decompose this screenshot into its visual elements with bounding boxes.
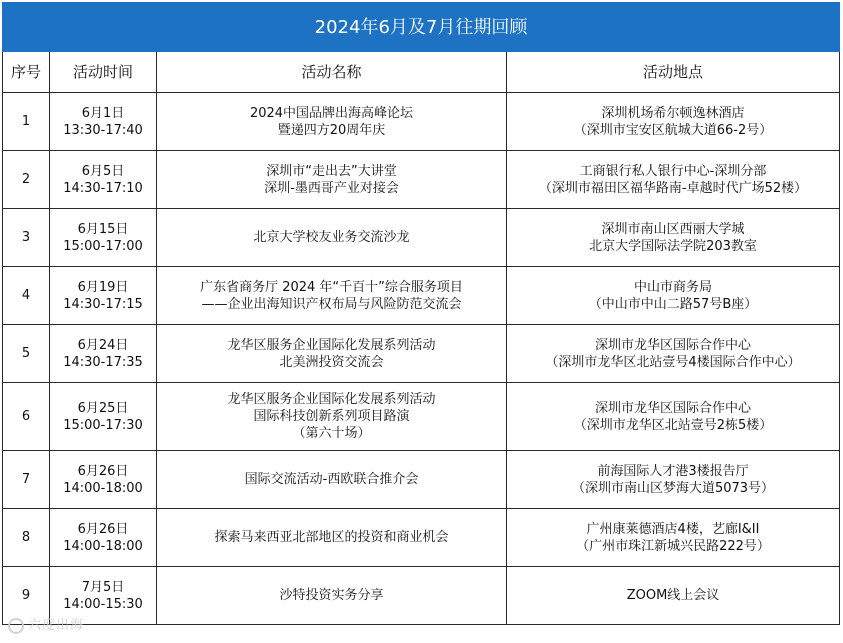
event-time: 14:00-18:00 (63, 538, 143, 554)
cell-name (157, 151, 507, 209)
cell-no: 7 (3, 451, 50, 509)
event-venue-line: （广州市珠江新城兴民路222号） (576, 538, 770, 554)
event-time: 14:30-17:35 (63, 354, 143, 370)
table-row (3, 93, 840, 151)
table-row (3, 151, 840, 209)
header-no: 序号 (3, 52, 50, 93)
table-row (3, 567, 840, 625)
cell-venue (507, 325, 840, 383)
event-venue-line: （深圳市宝安区航城大道66-2号） (573, 122, 773, 138)
cell-name (157, 93, 507, 151)
cell-time (50, 383, 157, 451)
cell-time (50, 267, 157, 325)
event-name-line: 探索马来西亚北部地区的投资和商业机会 (214, 530, 449, 545)
cell-no: 3 (3, 209, 50, 267)
event-name-line: （第六十场） (292, 426, 371, 441)
cell-no: 4 (3, 267, 50, 325)
cell-no: 5 (3, 325, 50, 383)
header-name: 活动名称 (157, 52, 507, 93)
cell-no: 6 (3, 383, 50, 451)
event-name-line: 深圳市“走出去”大讲堂 (266, 163, 397, 179)
event-date: 6月19日 (77, 279, 129, 295)
cell-time (50, 509, 157, 567)
table-row (3, 209, 840, 267)
header-venue: 活动地点 (507, 52, 840, 93)
header-time: 活动时间 (50, 52, 157, 93)
event-name-line: 深圳-墨西哥产业对接会 (264, 180, 399, 196)
cell-venue (507, 151, 840, 209)
cell-time (50, 325, 157, 383)
event-date: 6月24日 (77, 337, 129, 353)
event-venue-line: 中山市商务局 (634, 279, 713, 295)
cell-venue (507, 93, 840, 151)
event-name-line: 北美洲投资交流会 (279, 354, 384, 370)
event-venue-line: （深圳市福田区福华路南-卓越时代广场52楼） (538, 180, 808, 196)
event-date: 6月1日 (81, 105, 125, 121)
cell-no: 2 (3, 151, 50, 209)
event-time: 14:00-15:30 (63, 596, 143, 612)
event-name-line: 沙特投资实务分享 (279, 588, 384, 603)
event-venue-line: 广州康莱德酒店4楼，艺廊I&II (586, 521, 760, 537)
cell-name (157, 509, 507, 567)
cell-name (157, 209, 507, 267)
cell-name (157, 325, 507, 383)
event-venue-line: 深圳市龙华区国际合作中心 (595, 400, 752, 416)
event-venue-line: 北京大学国际法学院203教室 (589, 238, 757, 254)
table-row (3, 267, 840, 325)
cell-time (50, 93, 157, 151)
event-time: 14:30-17:15 (63, 296, 143, 312)
cell-venue (507, 267, 840, 325)
event-date: 6月26日 (77, 521, 129, 537)
event-venue-line: 深圳市南山区西丽大学城 (601, 221, 745, 237)
watermark-logo-icon (8, 618, 24, 634)
watermark-text: 六度出海 (28, 618, 85, 633)
cell-name (157, 383, 507, 451)
event-venue-line: （中山市中山二路57号B座） (588, 296, 758, 312)
event-name-line: 北京大学校友业务交流沙龙 (253, 230, 410, 245)
watermark (8, 614, 84, 634)
cell-time (50, 451, 157, 509)
cell-name (157, 451, 507, 509)
cell-time (50, 209, 157, 267)
event-name-line: 2024中国品牌出海高峰论坛 (249, 105, 414, 121)
cell-venue (507, 383, 840, 451)
table-row (3, 451, 840, 509)
event-venue-line: 前海国际人才港3楼报告厅 (597, 463, 749, 479)
event-venue-line: 深圳市龙华区国际合作中心 (595, 337, 752, 353)
event-date: 6月26日 (77, 463, 129, 479)
event-time: 15:00-17:30 (63, 417, 143, 433)
cell-venue (507, 567, 840, 625)
event-name-line: 广东省商务厅 2024 年“千百十”综合服务项目 (200, 279, 463, 295)
event-name-line: 暨递四方20周年庆 (277, 122, 386, 138)
event-time: 13:30-17:40 (63, 122, 143, 138)
event-venue-line: ZOOM线上会议 (626, 588, 720, 603)
event-venue-line: （深圳市龙华区北站壹号2栋5楼） (573, 417, 773, 433)
cell-venue (507, 451, 840, 509)
event-time: 14:30-17:10 (63, 180, 143, 196)
event-venue-line: 工商银行私人银行中心-深圳分部 (579, 163, 767, 179)
cell-venue (507, 209, 840, 267)
cell-name (157, 567, 507, 625)
events-table (2, 2, 840, 625)
event-date: 6月25日 (77, 400, 129, 416)
table-row (3, 383, 840, 451)
cell-no: 9 (3, 567, 50, 625)
event-venue-line: 深圳机场希尔顿逸林酒店 (601, 105, 745, 121)
event-venue-line: （深圳市南山区梦海大道5073号） (571, 480, 775, 496)
event-name-line: 国际科技创新系列项目路演 (253, 409, 410, 424)
event-name-line: 国际交流活动-西欧联合推介会 (244, 472, 419, 487)
cell-time (50, 151, 157, 209)
event-venue-line: （深圳市龙华区北站壹号4楼国际合作中心） (545, 354, 801, 370)
event-time: 14:00-18:00 (63, 480, 143, 496)
event-date: 6月15日 (77, 221, 129, 237)
table-row (3, 509, 840, 567)
event-date: 6月5日 (81, 163, 125, 179)
cell-no: 1 (3, 93, 50, 151)
event-time: 15:00-17:00 (63, 238, 143, 254)
table-title: 2024年6月及7月往期回顾 (3, 3, 840, 52)
event-name-line: ——企业出海知识产权布局与风险防范交流会 (201, 296, 462, 312)
cell-name (157, 267, 507, 325)
cell-venue (507, 509, 840, 567)
cell-no: 8 (3, 509, 50, 567)
event-name-line: 龙华区服务企业国际化发展系列活动 (227, 392, 436, 407)
event-name-line: 龙华区服务企业国际化发展系列活动 (227, 337, 436, 353)
table-row (3, 325, 840, 383)
event-date: 7月5日 (81, 579, 125, 595)
